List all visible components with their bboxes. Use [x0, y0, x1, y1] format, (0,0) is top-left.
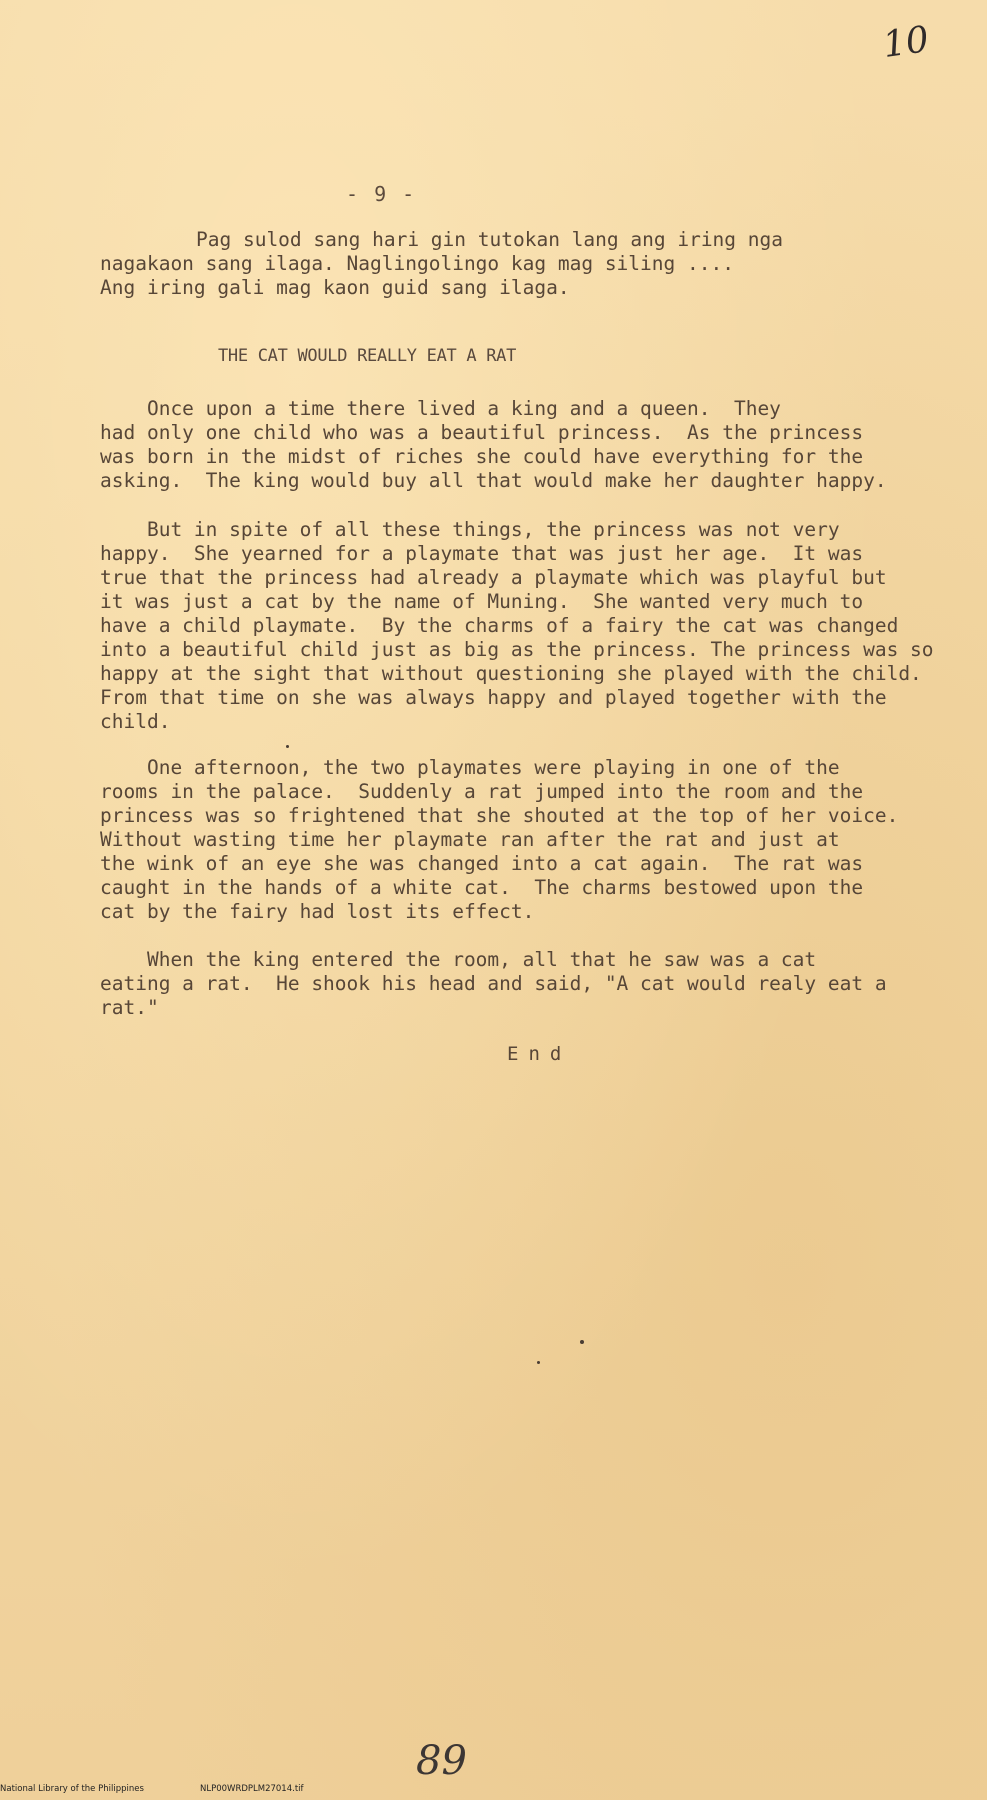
page-number: - 9 -: [346, 182, 417, 206]
intro-line: Ang iring gali mag kaon guid sang ilaga.: [100, 276, 570, 299]
text-line: rat.": [100, 996, 159, 1019]
paragraph-2: [100, 518, 934, 734]
text-line: But in spite of all these things, the princess was not very: [100, 518, 840, 541]
end-marker: End: [507, 1043, 572, 1065]
text-line: eating a rat. He shook his head and said, "A cat would realy eat a: [100, 972, 887, 995]
text-line: happy. She yearned for a playmate that was just her age. It was: [100, 542, 864, 565]
scan-filename: NLP00WRDPLM27014.tif: [200, 1784, 304, 1794]
text-line: cat by the fairy had lost its effect.: [100, 900, 535, 923]
paragraph-4: [100, 948, 887, 1020]
ink-speck: [580, 1340, 584, 1344]
handwritten-page-number: 10: [880, 19, 932, 66]
text-line: Once upon a time there lived a king and a queen. They: [100, 397, 781, 420]
paragraph-3: [100, 756, 898, 924]
text-line: asking. The king would buy all that would make her daughter happy.: [100, 469, 887, 492]
paragraph-1: [100, 397, 887, 493]
text-line: had only one child who was a beautiful princess. As the princess: [100, 421, 864, 444]
text-line: princess was so frightened that she shouted at the top of her voice.: [100, 804, 899, 827]
library-credit: National Library of the Philippines: [0, 1784, 144, 1794]
scan-footer: [0, 1783, 987, 1797]
text-line: happy at the sight that without questioning she played with the child.: [100, 662, 922, 685]
handwritten-folio-number: 89: [416, 1738, 467, 1784]
text-line: child.: [100, 710, 171, 733]
text-line: into a beautiful child just as big as the princess. The princess was so: [100, 638, 934, 661]
text-line: Without wasting time her playmate ran after the rat and just at: [100, 828, 840, 851]
text-line: the wink of an eye she was changed into a cat again. The rat was: [100, 852, 864, 875]
text-line: was born in the midst of riches she could have everything for the: [100, 445, 864, 468]
intro-line: nagakaon sang ilaga. Naglingolingo kag mag siling ....: [100, 252, 734, 275]
text-line: it was just a cat by the name of Muning. She wanted very much to: [100, 590, 864, 613]
text-line: rooms in the palace. Suddenly a rat jumped into the room and the: [100, 780, 864, 803]
text-line: From that time on she was always happy and played together with the: [100, 686, 887, 709]
text-line: One afternoon, the two playmates were playing in one of the: [100, 756, 840, 779]
text-line: caught in the hands of a white cat. The charms bestowed upon the: [100, 876, 864, 899]
ink-speck: [537, 1361, 540, 1364]
intro-line: Pag sulod sang hari gin tutokan lang ang iring nga: [196, 228, 783, 251]
text-line: When the king entered the room, all that he saw was a cat: [100, 948, 817, 971]
story-title: THE CAT WOULD REALLY EAT A RAT: [218, 346, 517, 366]
ink-speck: [286, 745, 289, 748]
text-line: have a child playmate. By the charms of a fairy the cat was changed: [100, 614, 899, 637]
intro-paragraph: [100, 228, 783, 300]
text-line: true that the princess had already a playmate which was playful but: [100, 566, 887, 589]
